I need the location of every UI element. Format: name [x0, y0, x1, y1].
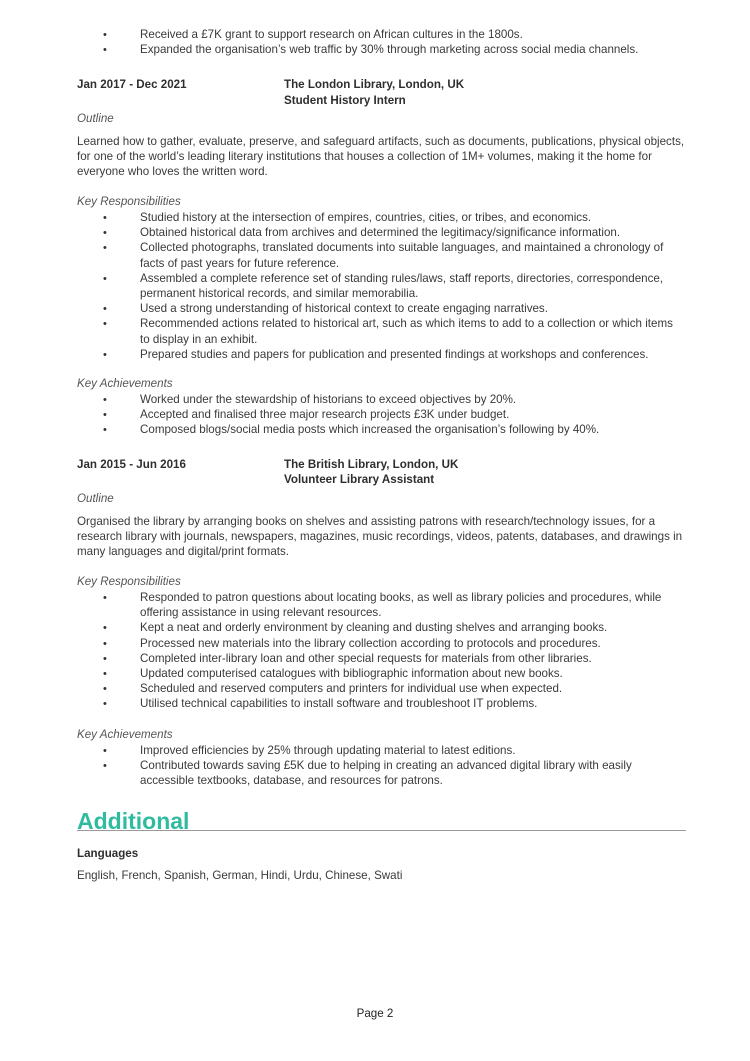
- list-item: • Studied history at the intersection of empires, countries, cities, or tribes, and economics.: [0, 210, 750, 225]
- list-item: • Composed blogs/social media posts which increased the organisation’s following by 40%.: [0, 422, 750, 437]
- job-organisation: The British Library, London, UK: [284, 458, 459, 471]
- responsibilities-label: Key Responsibilities: [77, 575, 181, 588]
- list-item: • Accepted and finalised three major research projects £3K under budget.: [0, 407, 750, 422]
- outline-label: Outline: [77, 492, 114, 505]
- list-item: • Received a £7K grant to support research on African cultures in the 1800s.: [0, 27, 750, 42]
- job-outline: Learned how to gather, evaluate, preserve, and safeguard artifacts, such as documents, publications, physical objects, for one of the world’s leading literary institutions that houses a collection of 1M+ volumes, making it the home for everyone who loves the written word.: [77, 135, 685, 179]
- job-role: Volunteer Library Assistant: [284, 473, 435, 486]
- list-item: • Scheduled and reserved computers and printers for individual use when expected.: [0, 681, 750, 696]
- outline-label: Outline: [77, 112, 114, 125]
- section-title-additional: Additional: [77, 808, 190, 834]
- job-dates: Jan 2017 - Dec 2021: [77, 78, 187, 91]
- section-divider: [77, 830, 686, 831]
- job-dates: Jan 2015 - Jun 2016: [77, 458, 186, 471]
- list-item: • Processed new materials into the library collection according to protocols and procedures.: [0, 636, 750, 651]
- list-item: • Recommended actions related to historical art, such as which items to add to a collection or which items to display in an exhibit.: [0, 316, 750, 346]
- list-item: • Expanded the organisation’s web traffic by 30% through marketing across social media channels.: [0, 42, 750, 57]
- responsibilities-list: [0, 590, 750, 712]
- list-item: • Obtained historical data from archives and determined the legitimacy/significance information.: [0, 225, 750, 240]
- list-item: • Completed inter-library loan and other special requests for materials from other libraries.: [0, 651, 750, 666]
- achievements-label: Key Achievements: [77, 728, 173, 741]
- list-item: • Improved efficiencies by 25% through updating material to latest editions.: [0, 743, 750, 758]
- responsibilities-list: [0, 210, 750, 362]
- list-item: • Utilised technical capabilities to install software and troubleshoot IT problems.: [0, 696, 750, 711]
- job-organisation: The London Library, London, UK: [284, 78, 465, 91]
- page-number: Page 2: [356, 1007, 394, 1020]
- job-role: Student History Intern: [284, 94, 406, 107]
- languages-list: English, French, Spanish, German, Hindi, Urdu, Chinese, Swati: [77, 869, 403, 882]
- list-item: • Prepared studies and papers for publication and presented findings at workshops and conferences.: [0, 347, 750, 362]
- list-item: • Contributed towards saving £5K due to helping in creating an advanced digital library with easily accessible textbooks, database, and resources for patrons.: [0, 758, 750, 788]
- list-item: • Assembled a complete reference set of standing rules/laws, staff reports, directories, correspondence, permanent historical records, and similar memorabilia.: [0, 271, 750, 301]
- list-item: • Updated computerised catalogues with bibliographic information about new books.: [0, 666, 750, 681]
- list-item: • Worked under the stewardship of historians to exceed objectives by 20%.: [0, 392, 750, 407]
- list-item: • Used a strong understanding of historical context to create engaging narratives.: [0, 301, 750, 316]
- list-item: • Responded to patron questions about locating books, as well as library policies and procedures, while offering assistance in using relevant resources.: [0, 590, 750, 620]
- achievements-label: Key Achievements: [77, 377, 173, 390]
- responsibilities-label: Key Responsibilities: [77, 195, 181, 208]
- languages-heading: Languages: [77, 847, 139, 860]
- achievements-list: [0, 743, 750, 789]
- job-outline: Organised the library by arranging books on shelves and assisting patrons with research/technology issues, for a research library with journals, newspapers, magazines, music recordings, videos, patents, databases, and drawings in many languages and digital/print formats.: [77, 515, 683, 559]
- list-item: • Collected photographs, translated documents into suitable languages, and maintained a chronology of facts of past years for future reference.: [0, 240, 750, 270]
- list-item: • Kept a neat and orderly environment by cleaning and dusting shelves and arranging books.: [0, 620, 750, 635]
- achievements-list: [0, 392, 750, 438]
- intro-achievements-list: [0, 27, 750, 57]
